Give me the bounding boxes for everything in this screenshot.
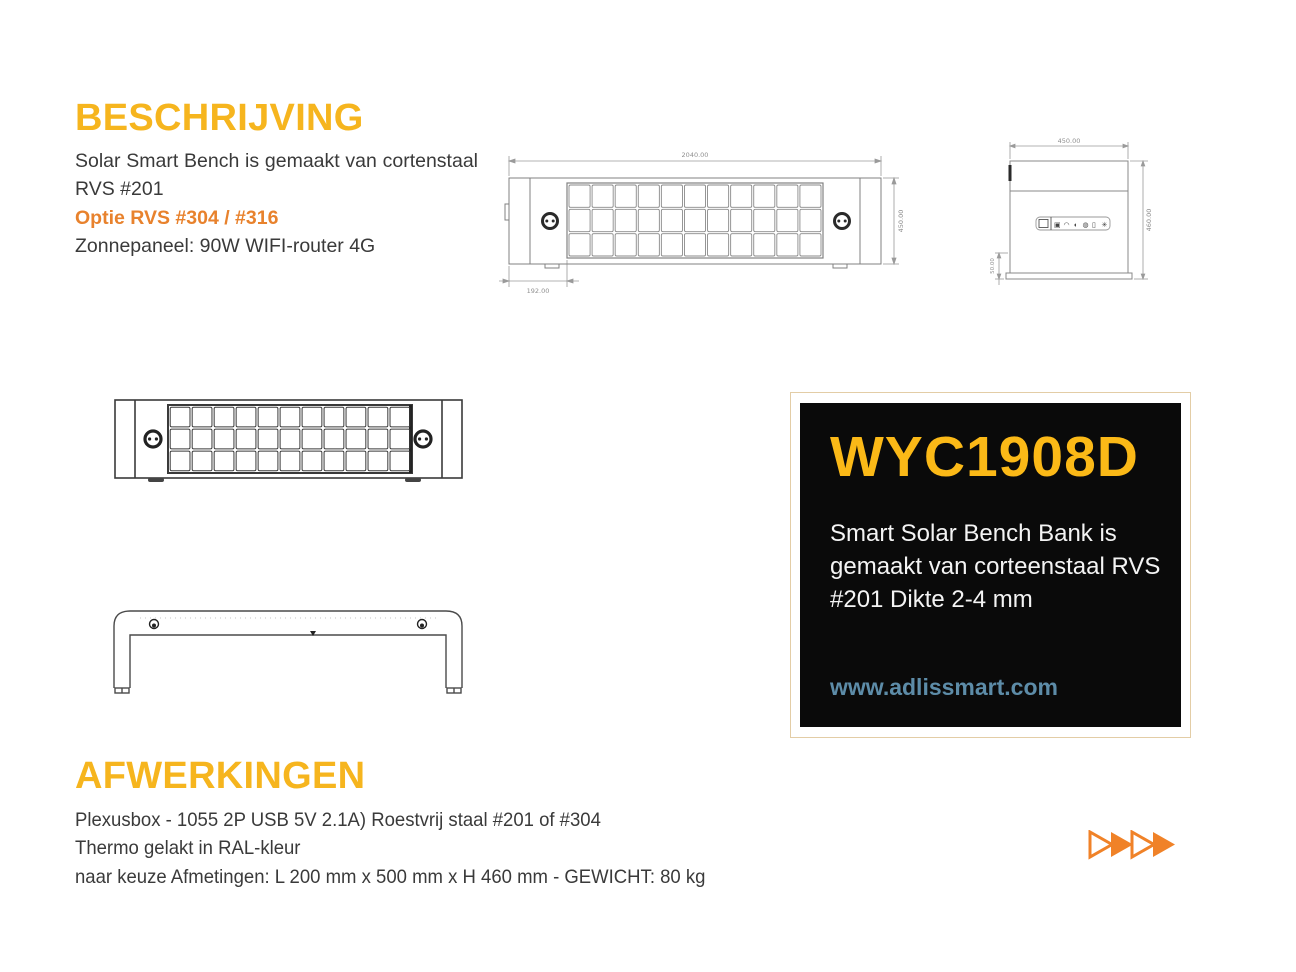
solar-cell (777, 209, 798, 231)
screw-icon (835, 214, 850, 229)
solar-cell (346, 407, 366, 427)
bench-outline (505, 178, 881, 268)
top-view-drawing (495, 140, 915, 305)
arrow-right-filled-icon (1111, 832, 1133, 857)
foot-mark (405, 478, 421, 482)
solar-cell (615, 185, 636, 207)
solar-cell (258, 429, 278, 449)
solar-cell (236, 429, 256, 449)
solar-cell (684, 185, 705, 207)
bench-elevation-drawing (110, 598, 466, 703)
light-icon: ◍ (1082, 222, 1089, 229)
solar-cell (214, 451, 234, 471)
solar-cell (390, 407, 410, 427)
beschrijving-paragraph: Solar Smart Bench is gemaakt van cortenstaal RVS #201 (75, 149, 478, 201)
model-number: WYC1908D (830, 425, 1139, 489)
dim-label-offset: 192.00 (526, 287, 550, 295)
side-view-drawing (990, 133, 1165, 305)
option-text: Optie RVS #304 / #316 (75, 206, 279, 229)
battery-icon: ▯ (1092, 222, 1096, 229)
solar-cell (324, 407, 344, 427)
solar-cell (280, 451, 300, 471)
solar-cell (192, 429, 212, 449)
solar-cell (638, 234, 659, 256)
solar-cell (302, 451, 322, 471)
dim-label-width: 450.00 (1057, 137, 1081, 145)
solar-panel-frame (567, 183, 823, 258)
solar-cell (754, 185, 775, 207)
afwerkingen-section (75, 756, 895, 891)
control-panel-icons (1054, 221, 1108, 229)
solar-cell (368, 451, 388, 471)
usb-icon: ▣ (1054, 222, 1061, 229)
solar-cell (592, 234, 613, 256)
hinge-mark (1009, 165, 1012, 181)
solar-cell (638, 185, 659, 207)
solar-cell (258, 407, 278, 427)
spec-line: Plexusbox - 1055 2P USB 5V 2.1A) Roestvrij staal #201 of #304 (75, 808, 601, 831)
spec-lines (75, 806, 895, 892)
solar-cell (615, 209, 636, 231)
solar-cell (684, 209, 705, 231)
solar-cell (346, 451, 366, 471)
solar-cell (214, 429, 234, 449)
spec-line: Thermo gelakt in RAL-kleur (75, 837, 301, 860)
afwerkingen-title: AFWERKINGEN (75, 755, 366, 797)
solar-cell (302, 429, 322, 449)
solar-cell (192, 451, 212, 471)
bench-outline (114, 611, 462, 693)
solar-cell (390, 429, 410, 449)
keyhole-icon (150, 620, 159, 629)
solar-cell (777, 185, 798, 207)
solar-cell (661, 185, 682, 207)
beschrijving-section (75, 98, 478, 261)
arrow-right-outline-icon (1132, 832, 1154, 857)
solar-cell (638, 209, 659, 231)
keyhole-icon (418, 620, 427, 629)
product-card-frame (790, 392, 1191, 738)
solar-cell (661, 234, 682, 256)
arrow-right-filled-icon (1153, 832, 1175, 857)
screw-icon (415, 431, 431, 447)
solar-cell (708, 234, 729, 256)
solar-cell (569, 209, 590, 231)
screw-icon (543, 214, 558, 229)
solar-panel-frame (168, 405, 412, 473)
solar-cell (368, 407, 388, 427)
solar-cell (236, 451, 256, 471)
solar-cell (170, 407, 190, 427)
dim-label-width: 2040.00 (681, 151, 709, 159)
bench-side-outline (1006, 161, 1132, 279)
card-description: Smart Solar Bench Bank is gemaakt van corteenstaal RVS #201 Dikte 2-4 mm (830, 519, 1161, 613)
screw-icon (145, 431, 161, 447)
solar-cell (800, 234, 821, 256)
solar-panel-grid (170, 407, 410, 471)
solar-cell (777, 234, 798, 256)
solar-cell (592, 209, 613, 231)
solar-cell (661, 209, 682, 231)
solar-cell (754, 234, 775, 256)
spec-line: naar keuze Afmetingen: L 200 mm x 500 mm x H 460 mm - GEWICHT: 80 kg (75, 865, 706, 888)
solar-cell (731, 234, 752, 256)
solar-cell (236, 407, 256, 427)
dimension-lines (995, 142, 1148, 285)
solar-cell (390, 451, 410, 471)
solar-panel-grid (569, 185, 821, 256)
power-icon: ✳ (1101, 222, 1108, 229)
product-card (800, 403, 1181, 727)
solar-cell (708, 185, 729, 207)
solar-cell (324, 451, 344, 471)
solar-cell (569, 234, 590, 256)
solar-cell (170, 451, 190, 471)
control-panel (1036, 217, 1110, 230)
arrow-right-outline-icon (1090, 832, 1112, 857)
solar-cell (569, 185, 590, 207)
solar-cell (592, 185, 613, 207)
beschrijving-title: BESCHRIJVING (75, 97, 364, 139)
dim-label-height: 460.00 (1145, 208, 1153, 232)
dim-label-foot: 50.00 (990, 258, 996, 274)
solar-cell (258, 451, 278, 471)
solar-cell (368, 429, 388, 449)
solar-cell (615, 234, 636, 256)
solar-cell (192, 407, 212, 427)
zonnepaneel-text: Zonnepaneel: 90W WIFI-router 4G (75, 235, 376, 258)
speaker-icon: ◖ (1073, 222, 1078, 229)
solar-cell (280, 429, 300, 449)
solar-cell (684, 234, 705, 256)
solar-cell (170, 429, 190, 449)
solar-cell (800, 209, 821, 231)
solar-cell (708, 209, 729, 231)
dim-label-depth: 450.00 (897, 209, 905, 233)
wifi-icon: ◠ (1063, 222, 1070, 229)
solar-cell (346, 429, 366, 449)
solar-cell (214, 407, 234, 427)
solar-cell (754, 209, 775, 231)
solar-cell (731, 209, 752, 231)
solar-cell (800, 185, 821, 207)
solar-cell (280, 407, 300, 427)
solar-cell (302, 407, 322, 427)
page-arrows (1088, 830, 1184, 860)
website-link[interactable]: www.adlissmart.com (830, 674, 1058, 700)
solar-cell (731, 185, 752, 207)
foot-mark (148, 478, 164, 482)
solar-cell (324, 429, 344, 449)
front-panel-drawing (110, 394, 466, 489)
